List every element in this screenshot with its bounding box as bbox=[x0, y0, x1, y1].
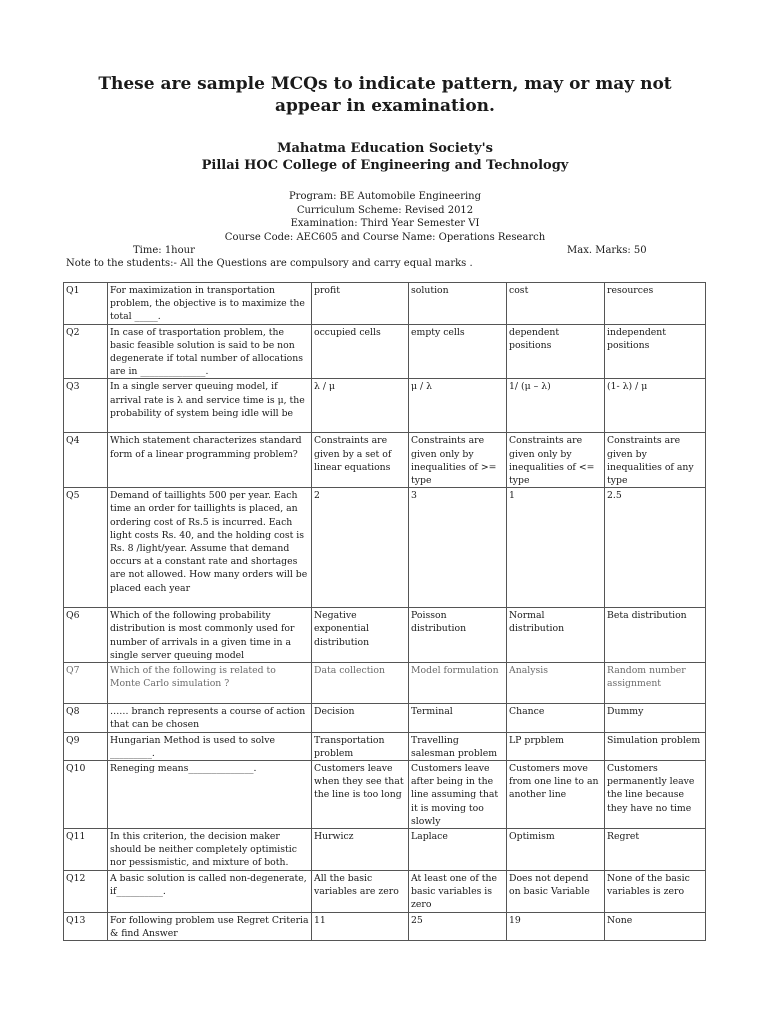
question-number: Q1 bbox=[64, 283, 108, 325]
question-row bbox=[64, 704, 706, 732]
option-c: 1 bbox=[507, 488, 605, 608]
college-name: Pillai HOC College of Engineering and Technology bbox=[201, 158, 569, 173]
scheme-line: Curriculum Scheme: Revised 2012 bbox=[296, 204, 474, 216]
question-text: …… branch represents a course of action that can be chosen bbox=[108, 704, 312, 732]
question-text: In case of trasportation problem, the basic feasible solution is said to be non degenerate if total number of allocations are in ______________. bbox=[108, 324, 312, 379]
option-a: 11 bbox=[312, 912, 409, 940]
question-row bbox=[64, 761, 706, 829]
course-line: Course Code: AEC605 and Course Name: Operations Research bbox=[224, 231, 546, 243]
question-number: Q8 bbox=[64, 704, 108, 732]
question-text: Demand of taillights 500 per year. Each time an order for taillights is placed, an ordering cost of Rs.5 is incurred. Each light costs Rs. 40, and the holding cost is Rs. 8 /light/year. Assume that demand occurs at a constant rate and shortages are not allowed. How many orders will be placed each year bbox=[108, 488, 312, 608]
question-text: Reneging means______________. bbox=[108, 761, 312, 829]
option-b: solution bbox=[409, 283, 507, 325]
option-d: None bbox=[605, 912, 706, 940]
option-a: Negative exponential distribution bbox=[312, 608, 409, 663]
question-number: Q13 bbox=[64, 912, 108, 940]
question-number: Q6 bbox=[64, 608, 108, 663]
program-line: Program: BE Automobile Engineering bbox=[288, 191, 482, 202]
option-c: 19 bbox=[507, 912, 605, 940]
question-number: Q12 bbox=[64, 870, 108, 912]
option-a: λ / μ bbox=[312, 379, 409, 433]
option-a: All the basic variables are zero bbox=[312, 870, 409, 912]
option-b: Terminal bbox=[409, 704, 507, 732]
question-row bbox=[64, 324, 706, 379]
option-a: profit bbox=[312, 283, 409, 325]
option-a: Decision bbox=[312, 704, 409, 732]
option-c: cost bbox=[507, 283, 605, 325]
option-c: Constraints are given only by inequalities of <= type bbox=[507, 433, 605, 488]
question-row bbox=[64, 283, 706, 325]
society-name: Mahatma Education Society's bbox=[277, 141, 493, 156]
option-b: Travelling salesman problem bbox=[409, 732, 507, 760]
option-d: Random number assignment bbox=[605, 663, 706, 704]
option-d: resources bbox=[605, 283, 706, 325]
question-text: Which of the following is related to Monte Carlo simulation ? bbox=[108, 663, 312, 704]
question-text: A basic solution is called non-degenerate, if__________. bbox=[108, 870, 312, 912]
option-c: Customers move from one line to an another line bbox=[507, 761, 605, 829]
option-d: Regret bbox=[605, 829, 706, 871]
question-row bbox=[64, 870, 706, 912]
option-c: Chance bbox=[507, 704, 605, 732]
option-d: Customers permanently leave the line because they have no time bbox=[605, 761, 706, 829]
option-c: Normal distribution bbox=[507, 608, 605, 663]
page-heading: These are sample MCQs to indicate pattern, may or may not appear in examination. bbox=[98, 74, 672, 116]
examination-line: Examination: Third Year Semester VI bbox=[290, 218, 480, 229]
question-row bbox=[64, 663, 706, 704]
question-number: Q4 bbox=[64, 433, 108, 488]
option-c: Does not depend on basic Variable bbox=[507, 870, 605, 912]
option-d: None of the basic variables is zero bbox=[605, 870, 706, 912]
student-note: Note to the students:- All the Questions are compulsory and carry equal marks . bbox=[66, 258, 473, 269]
option-d: (1- λ) / μ bbox=[605, 379, 706, 433]
option-b: Laplace bbox=[409, 829, 507, 871]
question-row bbox=[64, 608, 706, 663]
question-number: Q11 bbox=[64, 829, 108, 871]
question-text: Which statement characterizes standard form of a linear programming problem? bbox=[108, 433, 312, 488]
question-row bbox=[64, 379, 706, 433]
option-b: Customers leave after being in the line assuming that it is moving too slowly bbox=[409, 761, 507, 829]
option-d: Dummy bbox=[605, 704, 706, 732]
question-row bbox=[64, 488, 706, 608]
option-a: Hurwicz bbox=[312, 829, 409, 871]
option-c: LP prpblem bbox=[507, 732, 605, 760]
option-b: Constraints are given only by inequalities of >= type bbox=[409, 433, 507, 488]
option-d: 2.5 bbox=[605, 488, 706, 608]
mcq-table bbox=[63, 282, 706, 941]
institution-header bbox=[0, 140, 770, 174]
option-c: Analysis bbox=[507, 663, 605, 704]
question-text: In a single server queuing model, if arrival rate is λ and service time is μ, the probability of system being idle will be bbox=[108, 379, 312, 433]
question-row bbox=[64, 433, 706, 488]
option-b: 25 bbox=[409, 912, 507, 940]
option-c: dependent positions bbox=[507, 324, 605, 379]
exam-time: Time: 1hour bbox=[133, 245, 195, 256]
option-a: Customers leave when they see that the line is too long bbox=[312, 761, 409, 829]
option-a: Data collection bbox=[312, 663, 409, 704]
question-number: Q10 bbox=[64, 761, 108, 829]
option-d: independent positions bbox=[605, 324, 706, 379]
mcq-table-body bbox=[64, 283, 706, 941]
option-d: Beta distribution bbox=[605, 608, 706, 663]
question-text: For maximization in transportation problem, the objective is to maximize the total _____. bbox=[108, 283, 312, 325]
option-c: Optimism bbox=[507, 829, 605, 871]
option-c: 1/ (μ – λ) bbox=[507, 379, 605, 433]
option-d: Simulation problem bbox=[605, 732, 706, 760]
option-b: μ / λ bbox=[409, 379, 507, 433]
question-number: Q9 bbox=[64, 732, 108, 760]
question-text: Which of the following probability distribution is most commonly used for number of arrivals in a given time in a single server queuing model bbox=[108, 608, 312, 663]
question-number: Q3 bbox=[64, 379, 108, 433]
option-a: 2 bbox=[312, 488, 409, 608]
question-text: In this criterion, the decision maker should be neither completely optimistic nor pessismistic, and mixture of both. bbox=[108, 829, 312, 871]
question-text: Hungarian Method is used to solve _________. bbox=[108, 732, 312, 760]
option-b: Poisson distribution bbox=[409, 608, 507, 663]
option-b: 3 bbox=[409, 488, 507, 608]
exam-info bbox=[0, 190, 770, 244]
question-number: Q7 bbox=[64, 663, 108, 704]
question-number: Q2 bbox=[64, 324, 108, 379]
question-row bbox=[64, 912, 706, 940]
option-b: Model formulation bbox=[409, 663, 507, 704]
option-a: occupied cells bbox=[312, 324, 409, 379]
option-b: empty cells bbox=[409, 324, 507, 379]
max-marks: Max. Marks: 50 bbox=[567, 245, 647, 256]
question-row bbox=[64, 732, 706, 760]
option-b: At least one of the basic variables is zero bbox=[409, 870, 507, 912]
option-d: Constraints are given by inequalities of any type bbox=[605, 433, 706, 488]
option-a: Constraints are given by a set of linear equations bbox=[312, 433, 409, 488]
question-row bbox=[64, 829, 706, 871]
question-text: For following problem use Regret Criteria & find Answer bbox=[108, 912, 312, 940]
question-number: Q5 bbox=[64, 488, 108, 608]
option-a: Transportation problem bbox=[312, 732, 409, 760]
